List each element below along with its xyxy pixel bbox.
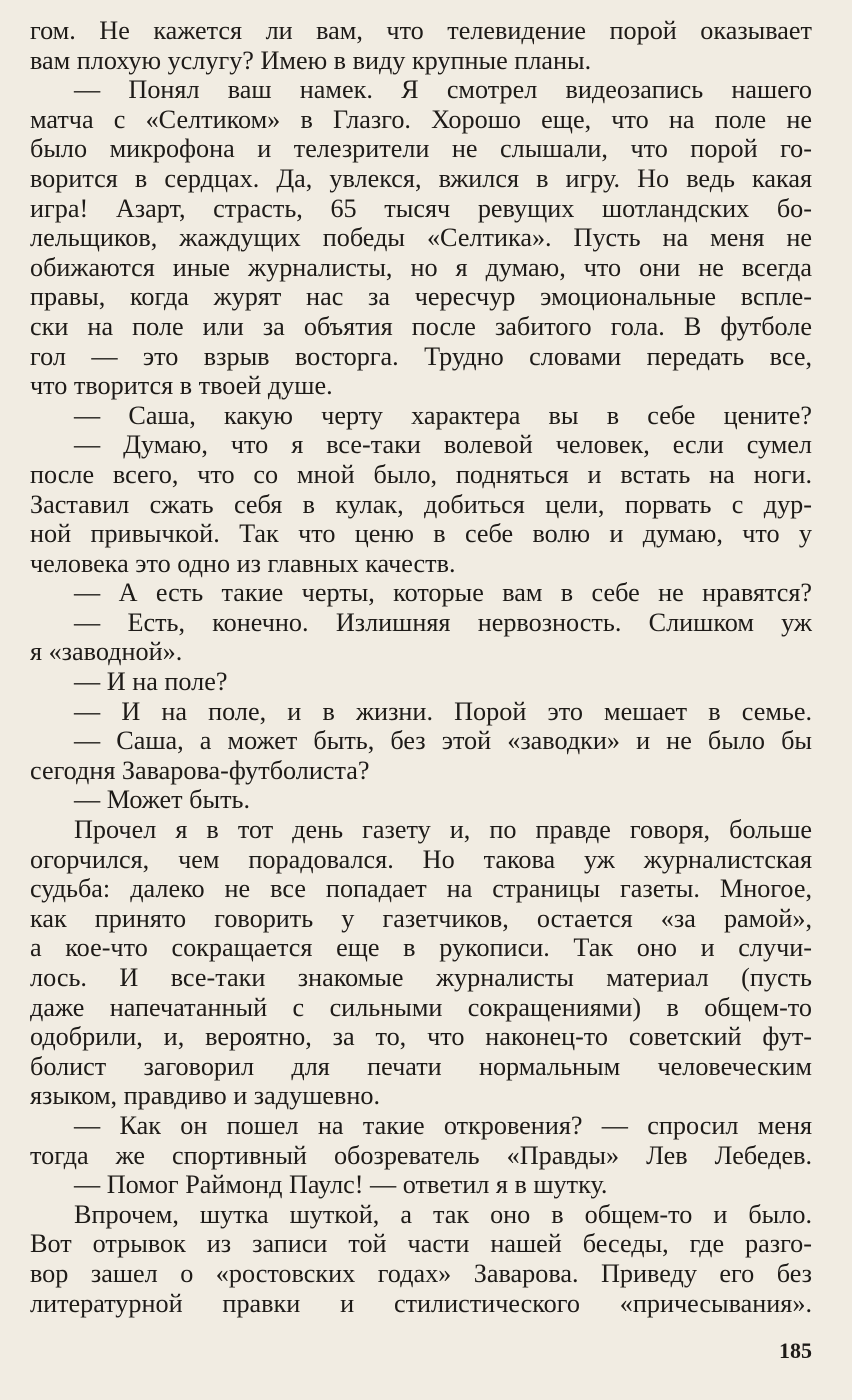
text-line: даже напечатанный с сильными сокращениями) в общем-то bbox=[30, 992, 812, 1022]
text-line: — И на поле? bbox=[74, 667, 228, 697]
text-line: игра! Азарт, страсть, 65 тысяч ревущих шотландских бо- bbox=[30, 193, 812, 223]
text-line: — И на поле, и в жизни. Порой это мешает в семье. bbox=[74, 696, 812, 726]
text-line: — Саша, а может быть, без этой «заводки» и не было бы bbox=[74, 726, 812, 756]
text-line: — Как он пошел на такие откровения? — спросил меня bbox=[74, 1110, 812, 1140]
text-line: ворится в сердцах. Да, увлекся, вжился в игру. Но ведь какая bbox=[30, 163, 812, 193]
text-line: — А есть такие черты, которые вам в себе не нравятся? bbox=[74, 578, 812, 608]
text-line: человека это одно из главных качеств. bbox=[30, 548, 456, 578]
text-line: — Саша, какую черту характера вы в себе цените? bbox=[74, 400, 812, 430]
text-line: — Может быть. bbox=[74, 785, 251, 815]
text-line: сегодня Заварова-футболиста? bbox=[30, 755, 370, 785]
text-line: — Понял ваш намек. Я смотрел видеозапись нашего bbox=[74, 75, 812, 105]
text-line: я «заводной». bbox=[30, 637, 183, 667]
text-line: как принято говорить у газетчиков, остается «за рамой», bbox=[30, 903, 812, 933]
text-line: одобрили, и, вероятно, за то, что наконец-то советский фут- bbox=[30, 1022, 812, 1052]
text-line: лось. И все-таки знакомые журналисты материал (пусть bbox=[30, 963, 812, 992]
text-line: ски на поле или за объятия после забитого гола. В футболе bbox=[30, 311, 812, 341]
text-line: литературной правки и стилистического «причесывания». bbox=[30, 1288, 812, 1318]
text-line: вам плохую услугу? Имею в виду крупные планы. bbox=[30, 45, 592, 75]
text-line: — Есть, конечно. Излишняя нервозность. Слишком уж bbox=[74, 607, 812, 637]
text-line: вор зашел о «ростовских годах» Заварова. Приведу его без bbox=[30, 1258, 812, 1288]
text-line: языком, правдиво и задушевно. bbox=[30, 1081, 381, 1111]
text-line: Прочел я в тот день газету и, по правде говоря, больше bbox=[74, 815, 812, 845]
text-line: лельщиков, жаждущих победы «Селтика». Пусть на меня не bbox=[30, 223, 812, 253]
text-line: Вот отрывок из записи той части нашей беседы, где разго- bbox=[30, 1229, 812, 1259]
text-line: тогда же спортивный обозреватель «Правды» Лев Лебедев. bbox=[30, 1140, 812, 1170]
text-line: Впрочем, шутка шуткой, а так оно в общем-то и было. bbox=[74, 1199, 812, 1229]
text-line: Заставил сжать себя в кулак, добиться цели, порвать с дур- bbox=[30, 489, 812, 519]
page-number: 185 bbox=[779, 1338, 812, 1363]
text-line: — Помог Раймонд Паулс! — ответил я в шутку. bbox=[74, 1170, 608, 1200]
text-line: обижаются иные журналисты, но я думаю, что они не всегда bbox=[30, 252, 812, 282]
text-line: что творится в твоей душе. bbox=[30, 371, 333, 401]
text-line: было микрофона и телезрители не слышали, что порой го- bbox=[30, 134, 812, 164]
text-line: ной привычкой. Так что ценю в себе волю и думаю, что у bbox=[30, 519, 812, 549]
text-line: огорчился, чем порадовался. Но такова уж журналистская bbox=[30, 844, 812, 874]
text-line: болист заговорил для печати нормальным человеческим bbox=[30, 1051, 812, 1081]
text-line: гом. Не кажется ли вам, что телевидение порой оказывает bbox=[30, 16, 812, 45]
body-text bbox=[30, 16, 812, 1318]
text-line: правы, когда журят нас за чересчур эмоциональные вспле- bbox=[30, 282, 812, 312]
text-line: матча с «Селтиком» в Глазго. Хорошо еще, что на поле не bbox=[30, 104, 812, 134]
text-line: судьба: далеко не все попадает на страницы газеты. Многое, bbox=[30, 874, 812, 904]
text-line: гол — это взрыв восторга. Трудно словами передать все, bbox=[30, 341, 812, 371]
text-line: после всего, что со мной было, подняться и встать на ноги. bbox=[30, 459, 812, 489]
text-line: — Думаю, что я все-таки волевой человек, если сумел bbox=[74, 430, 812, 460]
text-line: а кое-что сокращается еще в рукописи. Так оно и случи- bbox=[30, 933, 812, 963]
